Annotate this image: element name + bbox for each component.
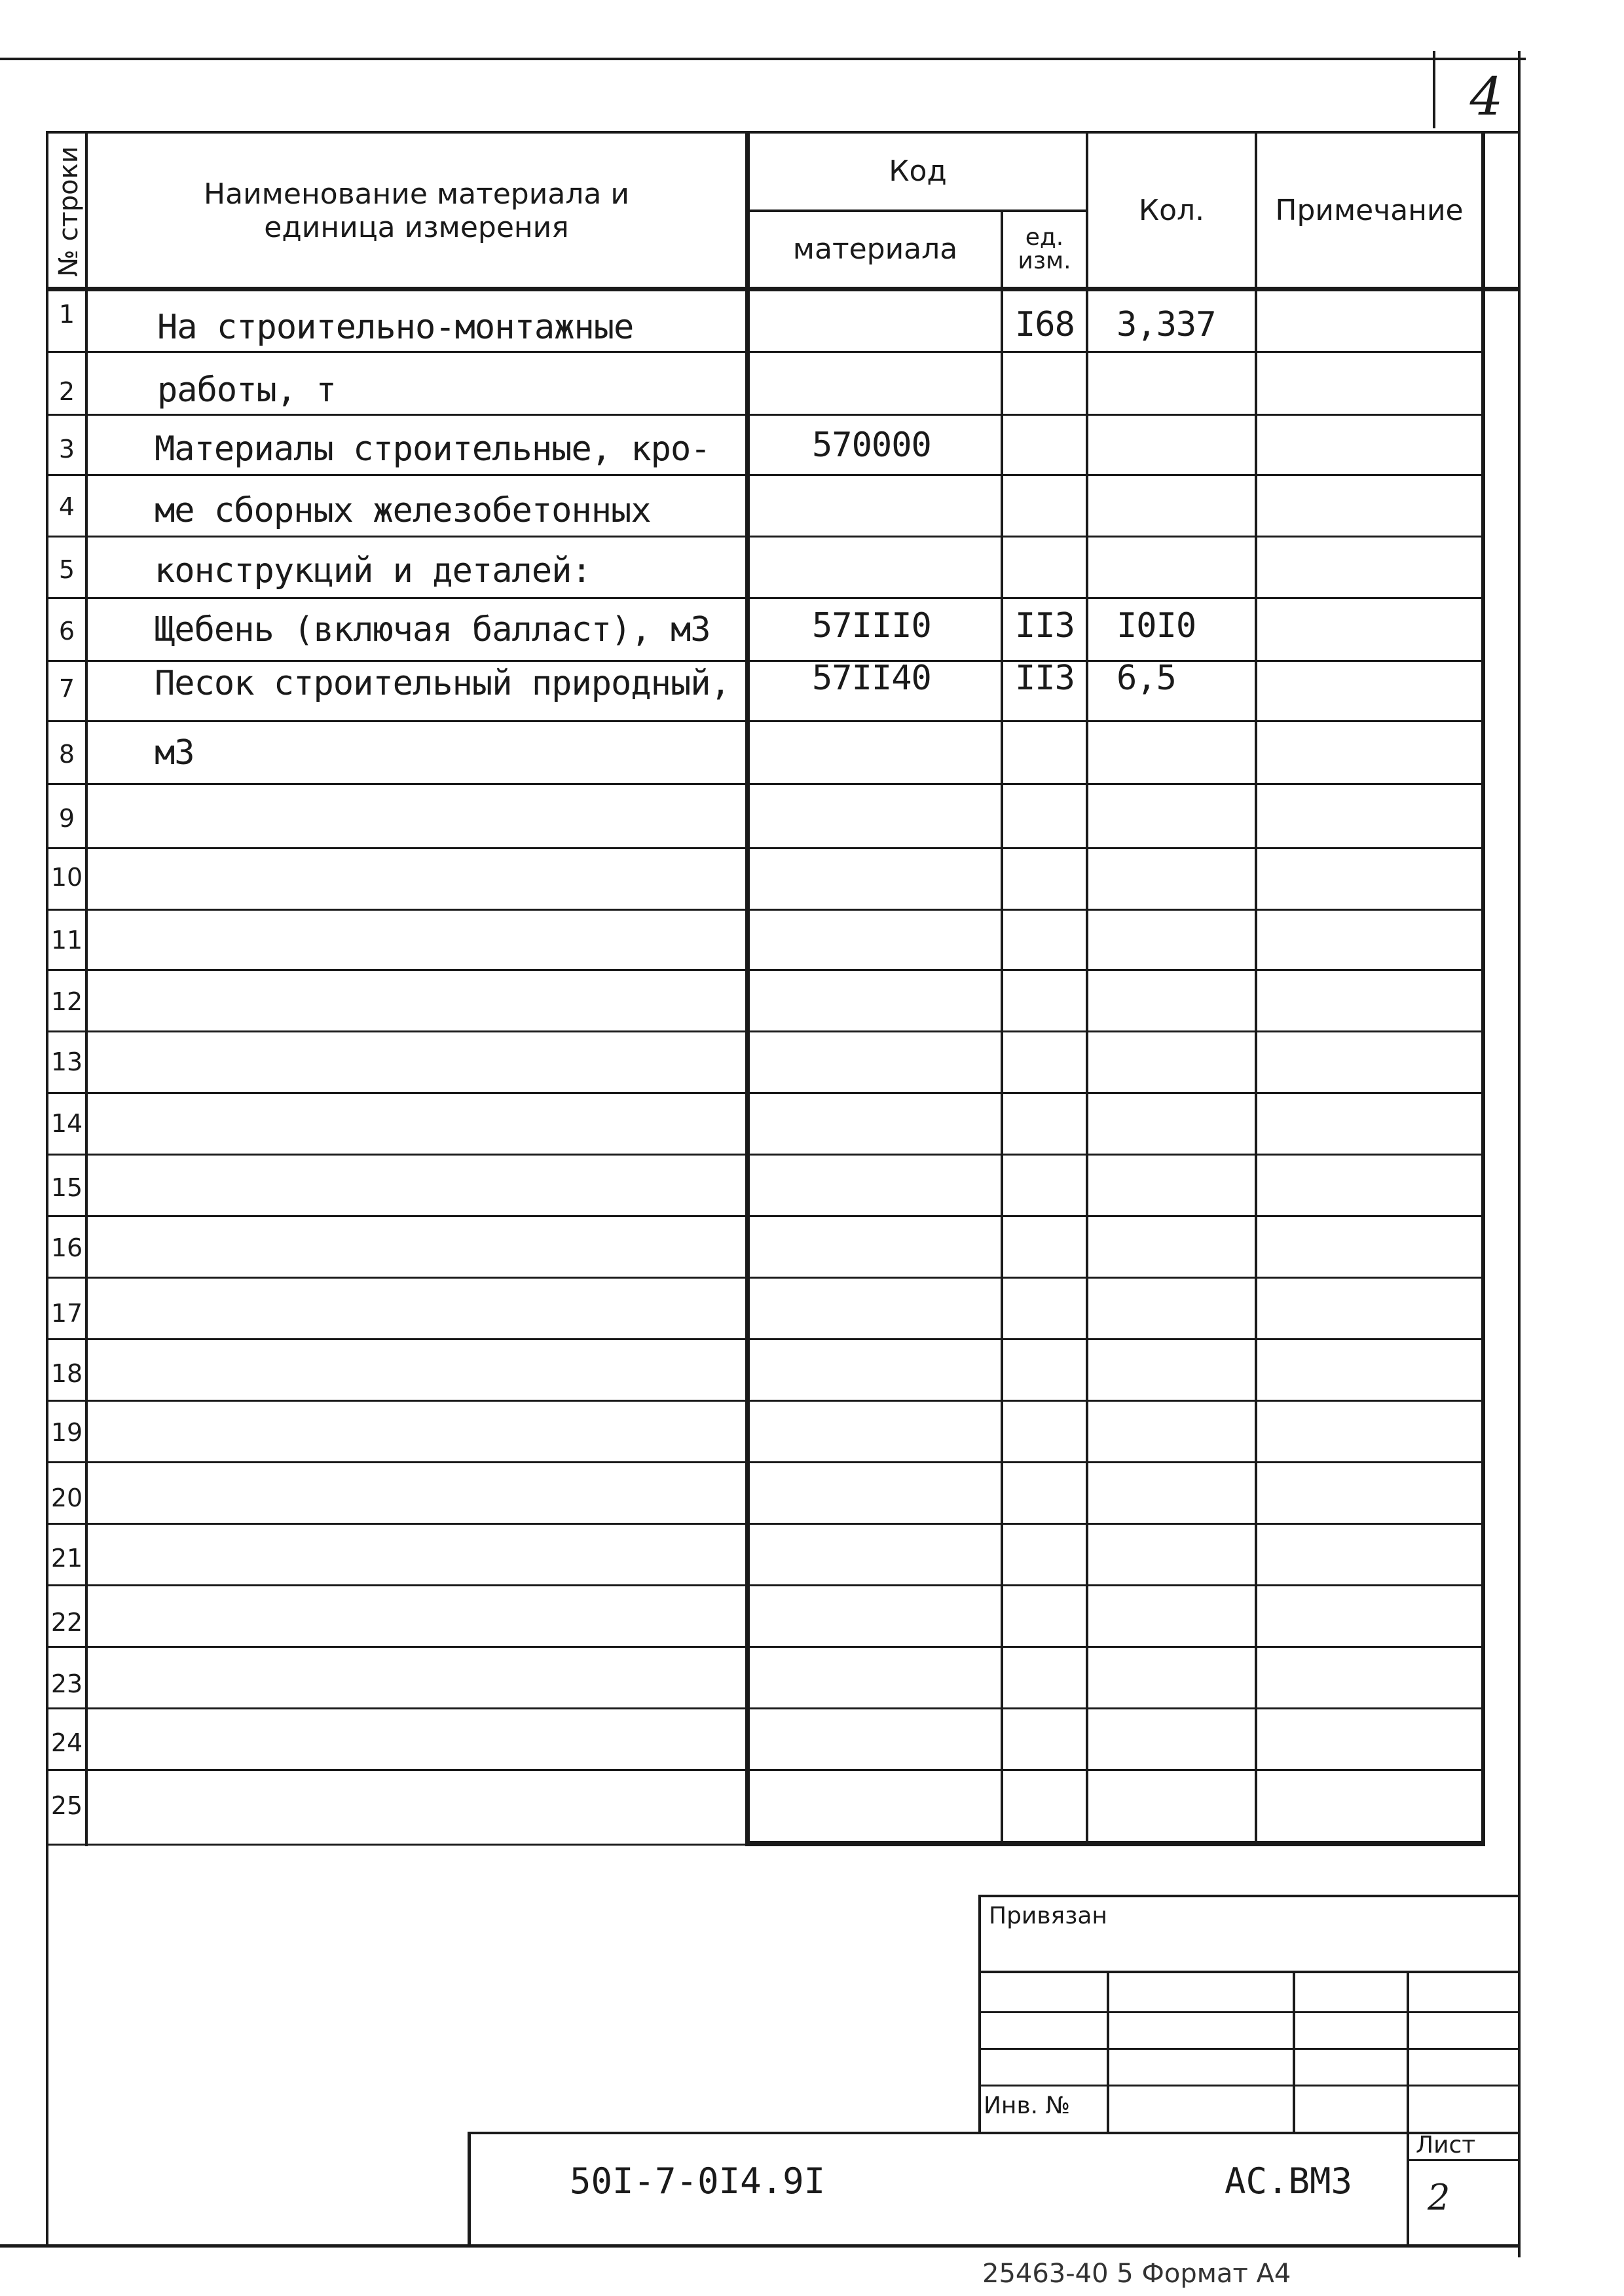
row-code: 57III0 [812,606,931,646]
row-name: конструкций и деталей: [155,551,591,591]
row-name: На строительно-монтажные [157,308,634,347]
row-name: м3 [155,733,194,773]
row-name: ме сборных железобетонных [155,491,651,530]
row-line [46,783,1485,785]
row-qty: 3,337 [1116,305,1216,344]
row-unit: II3 [1015,659,1075,698]
note-header: Примечание [1275,194,1464,228]
row-line [46,1092,1485,1094]
col-line-code [1001,210,1003,1846]
stamp-left-line [978,1895,981,2134]
col-line-qty [1255,131,1257,1846]
row-line [46,969,1485,971]
row-number: 11 [50,926,83,955]
row-number: 20 [50,1484,83,1512]
stamp-line [980,1971,1521,1973]
top-border-line [0,58,1526,60]
row-line [46,1030,1485,1032]
tied-label: Привязан [989,1903,1107,1929]
code-unit-header: ед. изм. [1018,224,1071,274]
sheet-number: 2 [1428,2177,1450,2218]
row-qty: I0I0 [1116,606,1196,646]
doc-block-top-line [469,2132,1521,2134]
row-line [46,909,1485,911]
row-line [46,720,1485,722]
row-number: 12 [50,987,83,1016]
row-number: 6 [58,617,75,646]
stamp-top-line [980,1895,1521,1897]
row-unit: I68 [1015,305,1075,344]
row-line [46,597,1485,599]
col-line-unit [1086,131,1088,1846]
row-line [46,351,1485,353]
row-line [46,536,1485,538]
col-line-note-right [1481,131,1485,1846]
inv-label: Инв. № [984,2092,1071,2119]
stamp-line [980,2048,1521,2050]
table-bottom-line-left [46,1844,745,1846]
row-number: 1 [58,300,75,329]
row-line [46,847,1485,849]
row-line [46,1769,1485,1771]
row-line [46,1338,1485,1340]
document-number: 50I-7-0I4.9I [570,2160,826,2202]
row-name: Песок строительный природный, [155,664,730,703]
row-qty: 6,5 [1116,659,1176,698]
row-line [46,1154,1485,1156]
row-number: 7 [58,674,75,703]
row-line [46,474,1485,476]
name-header: Наименование материала и единица измерения [204,177,629,244]
row-line [46,1584,1485,1586]
sheet-cell-line [1407,2159,1521,2161]
row-name: Щебень (включая балласт), м3 [155,610,710,649]
row-number: 9 [58,804,75,833]
sheet-label: Лист [1416,2132,1476,2159]
row-line [46,1400,1485,1402]
stamp-col-line [1107,1971,1109,2134]
row-number: 14 [50,1109,83,1138]
code-material-header: материала [792,232,958,266]
row-line [46,1646,1485,1648]
stamp-col-line [1407,1971,1409,2246]
row-number: 24 [50,1728,83,1757]
row-line [46,1215,1485,1217]
row-number: 4 [58,492,75,521]
row-code: 57II40 [812,659,931,698]
doc-block-left-line [468,2132,471,2246]
stamp-col-line [1293,1971,1295,2134]
row-number: 10 [50,863,83,892]
doc-block-bottom-line [0,2244,1521,2248]
row-number: 25 [50,1791,83,1820]
row-number: 16 [50,1233,83,1262]
row-line [46,1523,1485,1525]
row-line [46,1707,1485,1709]
stamp-line [980,2085,1521,2086]
row-number: 5 [58,555,75,584]
stamp-line [980,2011,1521,2013]
row-number: 8 [58,740,75,769]
table-bottom-line [745,1841,1485,1846]
row-number-header: № строки [54,145,84,277]
right-frame-line [1518,51,1521,2257]
row-number: 13 [50,1048,83,1076]
row-line [46,414,1485,416]
row-number: 3 [58,435,75,464]
page-number-box-left [1433,51,1435,128]
row-number: 2 [58,377,75,406]
row-number: 15 [50,1173,83,1202]
row-name: работы, т [157,371,336,410]
table-top-line [46,131,1521,134]
row-unit: II3 [1015,606,1075,646]
page-number: 4 [1469,66,1504,127]
qty-header: Кол. [1138,194,1205,228]
row-number: 22 [50,1608,83,1637]
row-number: 18 [50,1359,83,1388]
row-number: 21 [50,1544,83,1573]
row-line [46,660,1485,662]
row-number: 23 [50,1669,83,1698]
col-line-name [745,131,750,1846]
row-number: 19 [50,1418,83,1447]
row-line [46,1277,1485,1279]
document-mark: АС.ВМЗ [1225,2160,1353,2202]
row-name: Материалы строительные, кро- [155,429,710,469]
row-line [46,1461,1485,1463]
bottom-note: 25463-40 5 Формат А4 [982,2259,1291,2289]
row-code: 570000 [812,426,931,465]
row-number: 17 [50,1299,83,1328]
code-header: Код [889,155,947,189]
